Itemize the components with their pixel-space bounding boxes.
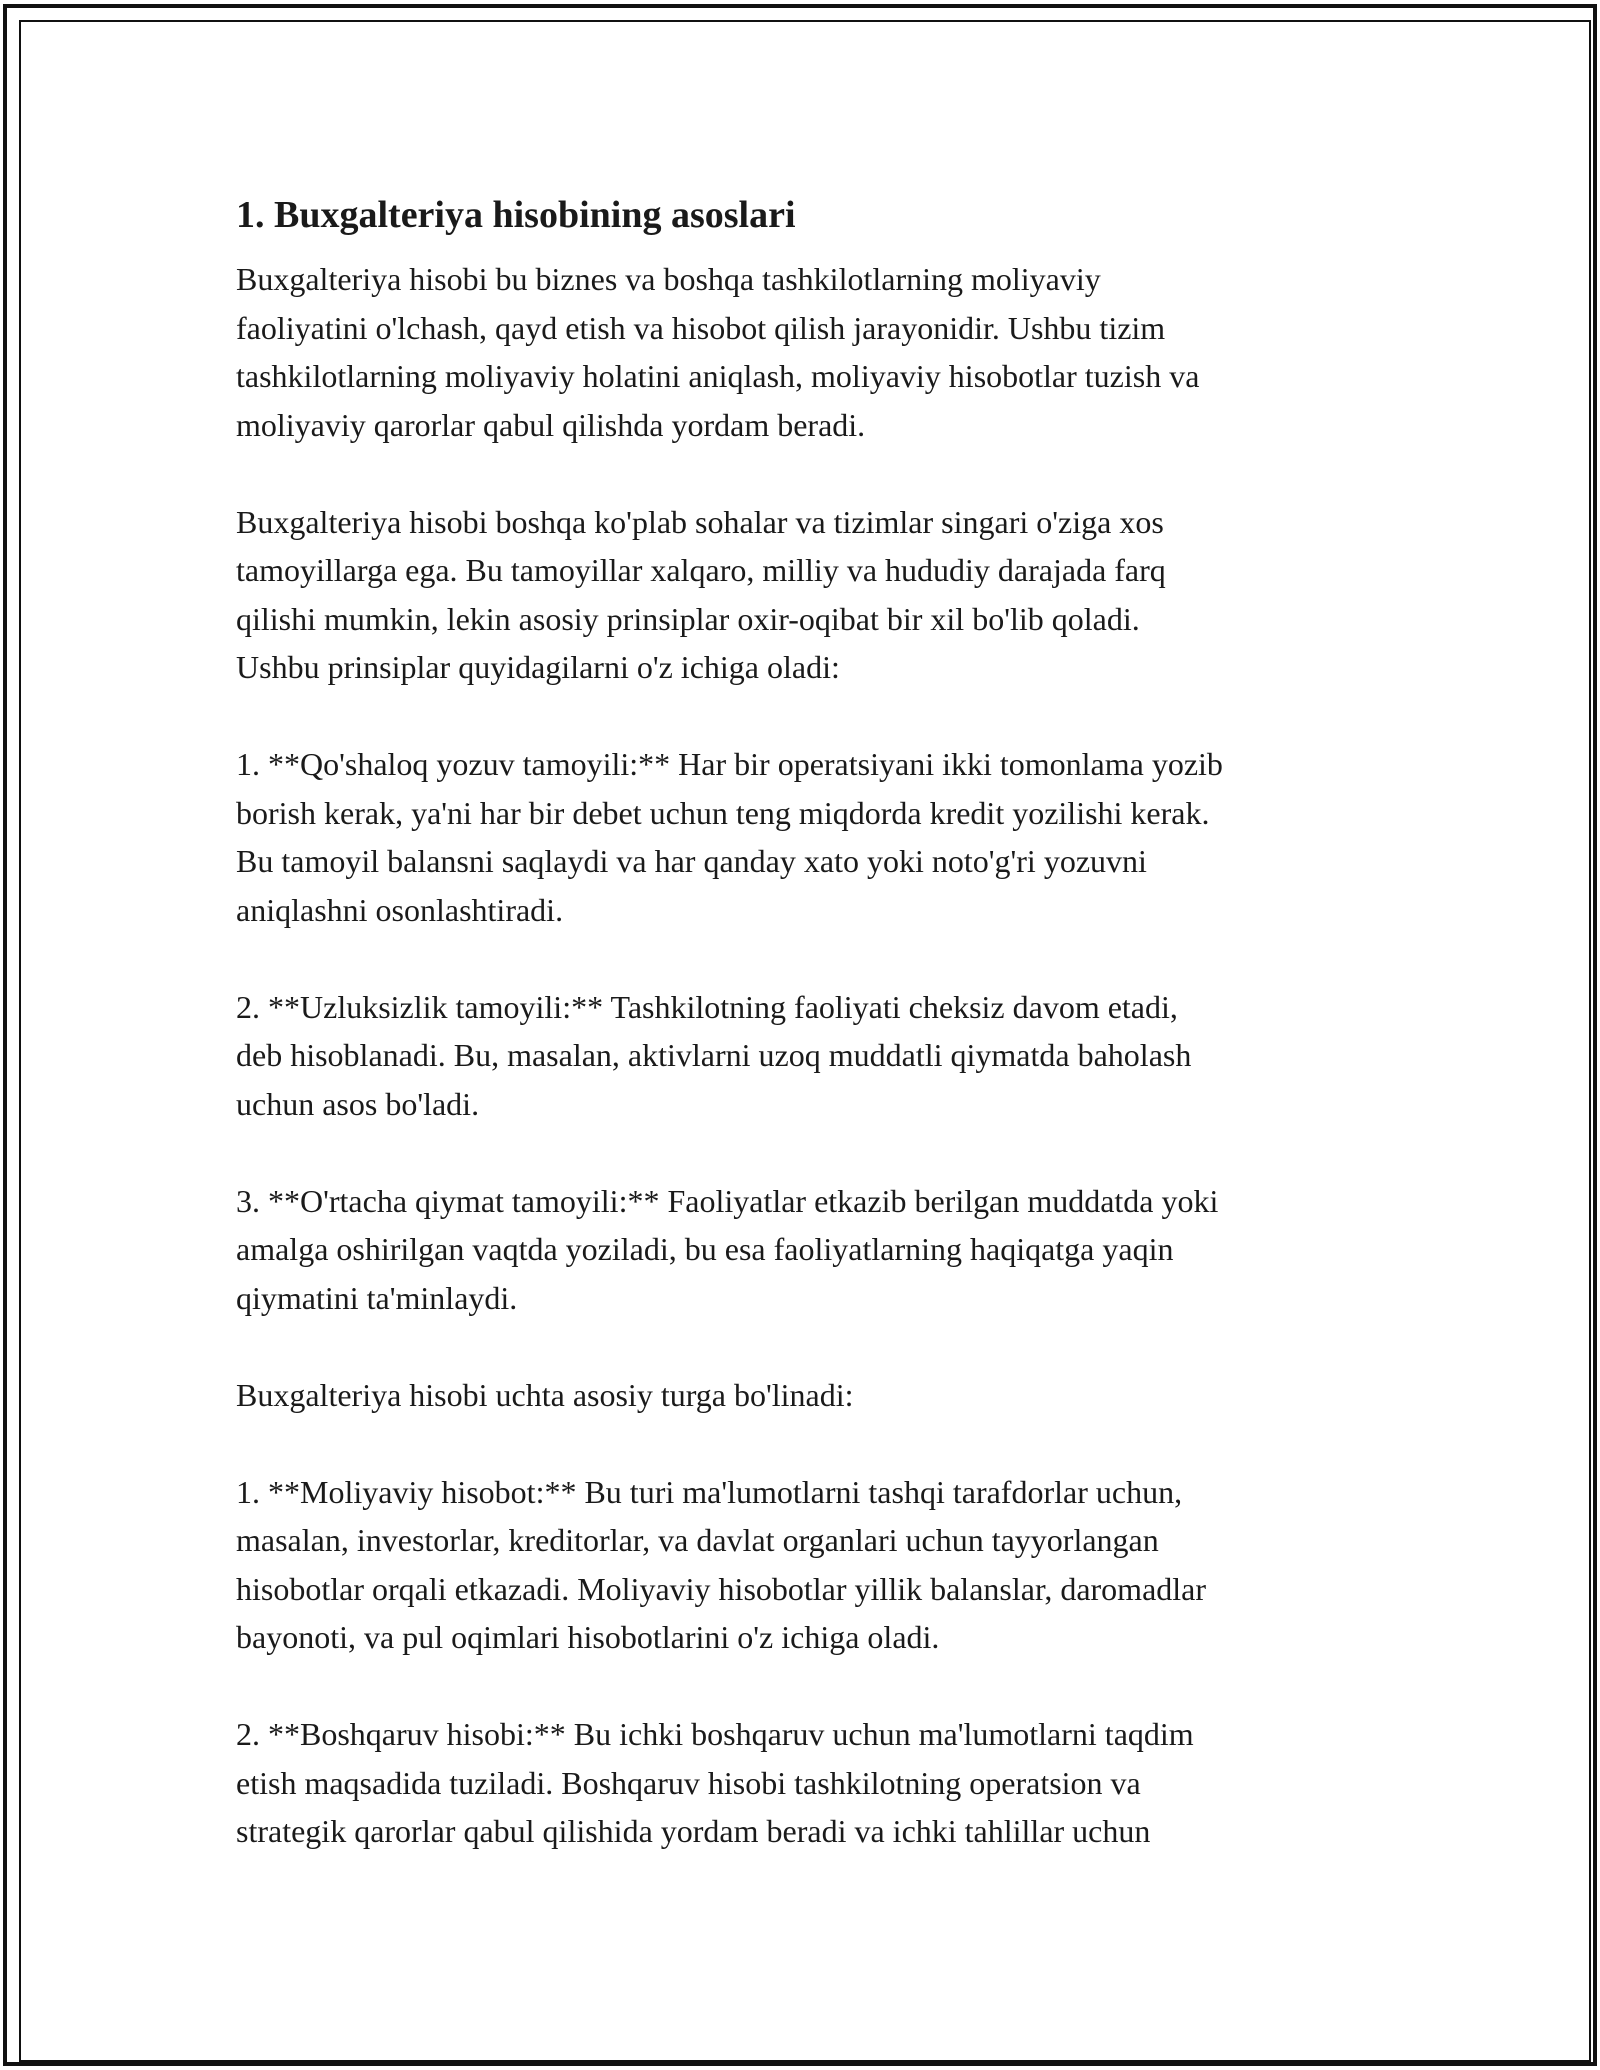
principle-item-2: 2. **Uzluksizlik tamoyili:** Tashkilotning faoliyati cheksiz davom etadi, deb hisoblanadi. Bu, masalan, aktivlarni uzoq muddatli qiymatda baholash uchun asos bo'ladi.	[236, 988, 1192, 1122]
paragraph-gap	[236, 449, 1386, 498]
paragraph-gap	[236, 934, 1386, 983]
document-body	[236, 185, 1386, 1856]
paragraph-gap	[236, 1322, 1386, 1371]
principle-item-3: 3. **O'rtacha qiymat tamoyili:** Faoliyatlar etkazib berilgan muddatda yoki amalga oshirilgan vaqtda yoziladi, bu esa faoliyatlarning haqiqatga yaqin qiymatini ta'minlaydi.	[236, 1182, 1219, 1316]
intro-paragraph: Buxgalteriya hisobi bu biznes va boshqa tashkilotlarning moliyaviy faoliyatini o'lchash, qayd etish va hisobot qilish jarayonidir. Ushbu tizim tashkilotlarning moliyaviy holatini aniqlash, moliyaviy hisobotlar tuzish va moliyaviy qarorlar qabul qilishda yordam beradi.	[236, 261, 1200, 443]
principle-item-1: 1. **Qo'shaloq yozuv tamoyili:** Har bir operatsiyani ikki tomonlama yozib borish kerak, ya'ni har bir debet uchun teng miqdorda kredit yozilishi kerak. Bu tamoyil balansni saqlaydi va har qanday xato yoki noto'g'ri yozuvni aniqlashni osonlashtiradi.	[236, 746, 1223, 928]
type-item-2: 2. **Boshqaruv hisobi:** Bu ichki boshqaruv uchun ma'lumotlarni taqdim etish maqsadida tuziladi. Boshqaruv hisobi tashkilotning operatsion va strategik qarorlar qabul qilishida yordam beradi va ichki tahlillar uchun	[236, 1716, 1194, 1849]
principles-intro-paragraph: Buxgalteriya hisobi boshqa ko'plab sohalar va tizimlar singari o'ziga xos tamoyillarga ega. Bu tamoyillar xalqaro, milliy va hududiy darajada farq qilishi mumkin, lekin asosiy prinsiplar oxir-oqibat bir xil bo'lib qoladi. Ushbu prinsiplar quyidagilarni o'z ichiga oladi:	[236, 503, 1166, 685]
paragraph-gap	[236, 692, 1386, 741]
paragraph-gap	[236, 1662, 1386, 1711]
document-title: 1. Buxgalteriya hisobining asoslari	[236, 194, 796, 236]
types-intro-paragraph: Buxgalteriya hisobi uchta asosiy turga bo'linadi:	[236, 1376, 854, 1413]
type-item-1: 1. **Moliyaviy hisobot:** Bu turi ma'lumotlarni tashqi tarafdorlar uchun, masalan, investorlar, kreditorlar, va davlat organlari uchun tayyorlangan hisobotlar orqali etkazadi. Moliyaviy hisobotlar yillik balanslar, daromadlar bayonoti, va pul oqimlari hisobotlarini o'z ichiga oladi.	[236, 1473, 1207, 1655]
paragraph-gap	[236, 1419, 1386, 1468]
paragraph-gap	[236, 1128, 1386, 1177]
